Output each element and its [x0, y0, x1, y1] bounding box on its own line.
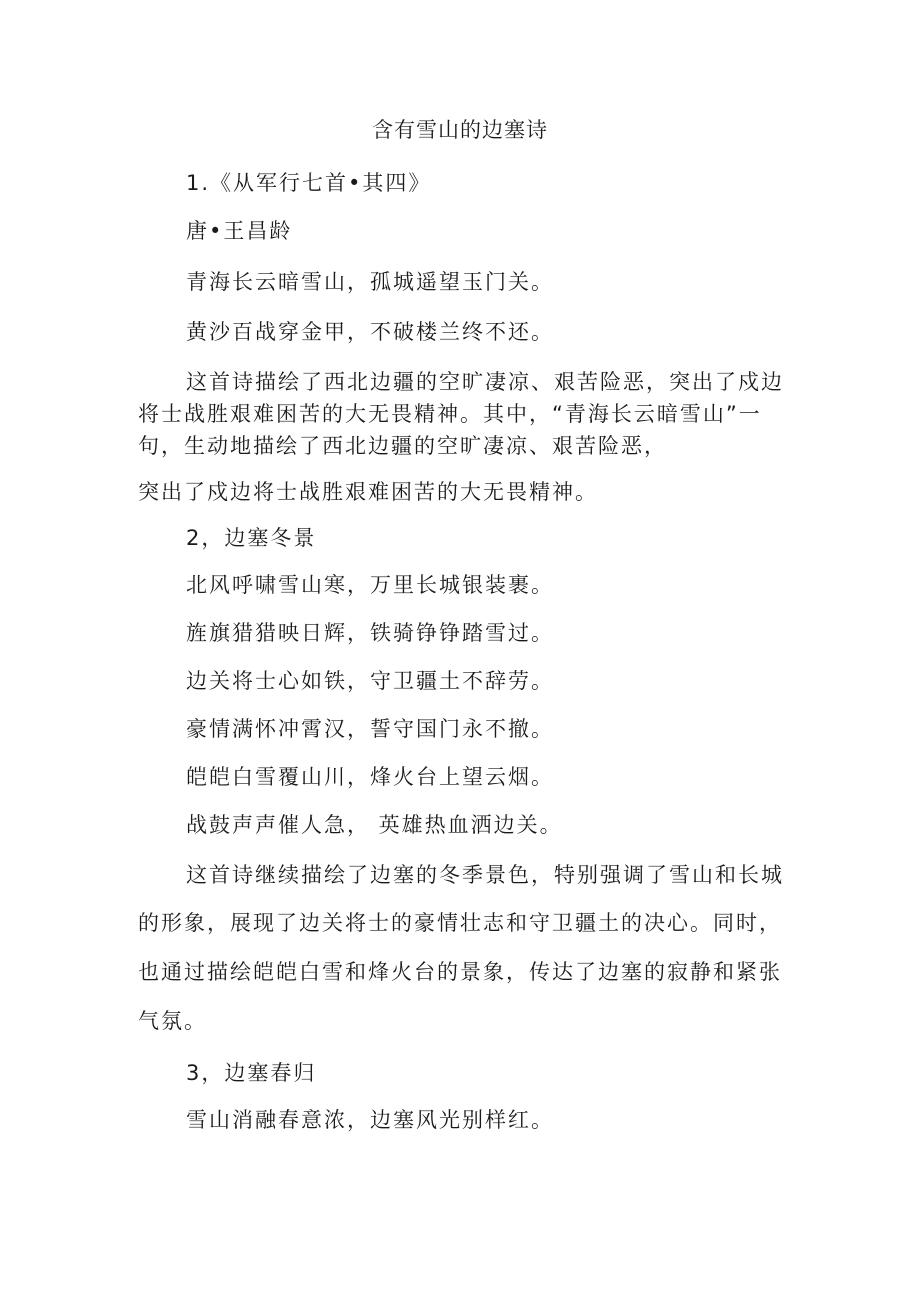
- poem-verse: 豪情满怀冲霄汉，誓守国门永不撤。: [186, 717, 554, 741]
- commentary-line: 这首诗继续描绘了边塞的冬季景色，特别强调了雪山和长城: [186, 863, 784, 887]
- commentary-line: 的形象，展现了边关将士的豪情壮志和守卫疆土的决心。同时，: [138, 911, 782, 935]
- poem-verse: 皑皑白雪覆山川，烽火台上望云烟。: [186, 765, 554, 789]
- document-title: 含有雪山的边塞诗: [372, 118, 548, 142]
- section-heading: 2，边塞冬景: [186, 526, 317, 550]
- poem-verse: 边关将士心如铁，守卫疆土不辞劳。: [186, 669, 554, 693]
- commentary-line: 突出了戍边将士战胜艰难困苦的大无畏精神。: [138, 480, 598, 504]
- commentary-line: 句，生动地描绘了西北边疆的空旷凄凉、艰苦险恶，: [138, 434, 667, 458]
- commentary-line: 将士战胜艰难困苦的大无畏精神。其中，“青海长云暗雪山”一: [138, 402, 762, 426]
- poem-verse: 雪山消融春意浓，边塞风光别样红。: [186, 1108, 554, 1132]
- commentary-line: 也通过描绘皑皑白雪和烽火台的景象，传达了边塞的寂静和紧张: [138, 960, 782, 984]
- poem-verse: 战鼓声声催人急， 英雄热血洒边关。: [186, 813, 563, 837]
- commentary-line: 气氛。: [138, 1009, 207, 1033]
- poem-verse: 黄沙百战穿金甲，不破楼兰终不还。: [186, 320, 554, 344]
- poem-verse: 旌旗猎猎映日辉，铁骑铮铮踏雪过。: [186, 621, 554, 645]
- section-heading: 3，边塞春归: [186, 1061, 317, 1085]
- poem-author: 唐•王昌龄: [186, 219, 293, 243]
- poem-verse: 青海长云暗雪山，孤城遥望玉门关。: [186, 270, 554, 294]
- commentary-line: 这首诗描绘了西北边疆的空旷凄凉、艰苦险恶，突出了戍边: [186, 370, 784, 394]
- section-heading: 1.《从军行七首•其四》: [186, 171, 432, 195]
- poem-verse: 北风呼啸雪山寒，万里长城银装裹。: [186, 573, 554, 597]
